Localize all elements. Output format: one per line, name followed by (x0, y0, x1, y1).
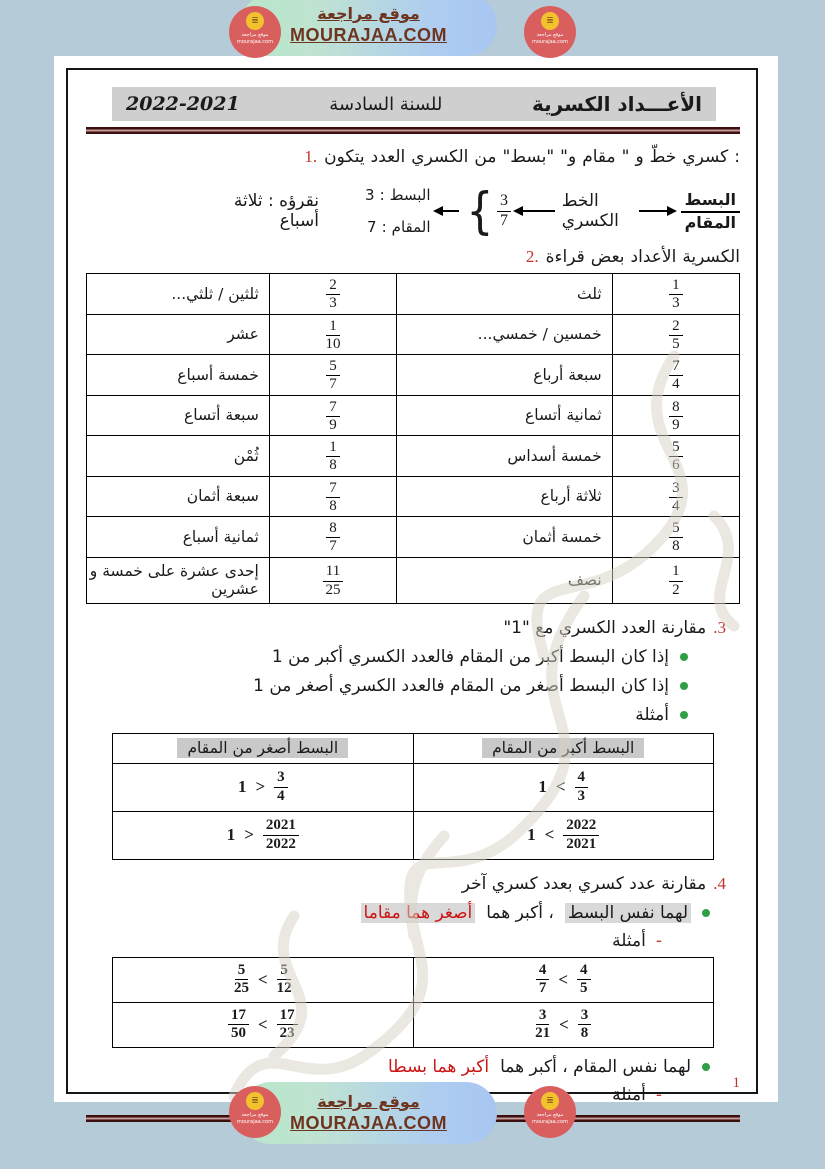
site-logo-badge: ≣ موقع مراجعة mourajaa.com (229, 1086, 281, 1138)
bullet-dot-icon (702, 1063, 710, 1071)
table-row: $\frac{2}{5}$ خمسين / خمسي... $\frac{1}{10}$ عشر (87, 314, 740, 355)
header-numerator-smaller: البسط أصغر من المقام (177, 738, 348, 758)
table-header-row (113, 733, 714, 763)
table-row: $\frac{3}{21}$ < $\frac{3}{8}$ $\frac{17}{50}$ < $\frac{17}{23}$ (113, 1002, 714, 1047)
rule-bullet: إذا كان البسط أصغر من المقام فالعدد الكسري أصغر من 1 (86, 676, 688, 696)
section3-heading-text: مقارنة العدد الكسري مع "1" (503, 617, 707, 638)
table-row: $\frac{7}{4}$ سبعة أرباع $\frac{5}{7}$ خمسة أسباع (87, 355, 740, 396)
grade-label: للسنة السادسة (329, 93, 443, 115)
table-row: 1 < $\frac{2022}{2021}$ 1 > $\frac{2021}{2022}$ (113, 811, 714, 859)
table-row: $\frac{5}{6}$ خمسة أسداس $\frac{1}{8}$ ثُمْن (87, 436, 740, 477)
book-logo-icon: ≣ (246, 12, 264, 30)
site-logo-badge: ≣ موقع مراجعة mourajaa.com (524, 6, 576, 58)
curly-brace-icon: { (466, 182, 494, 240)
table-row: $\frac{8}{9}$ ثمانية أتساع $\frac{7}{9}$ سبعة أتساع (87, 395, 740, 436)
example-fraction: $\frac{3}{7}$ (497, 192, 511, 230)
fraction-reading-table (86, 273, 740, 604)
same-numerator-examples-table (112, 957, 714, 1048)
page-number: 1 (732, 1075, 740, 1091)
fraction-line-label: الخط الكسري (561, 191, 619, 231)
table-row: $\frac{1}{2}$ نصف $\frac{11}{25}$ إحدى عشرة على خمسة و عشرين (87, 557, 740, 603)
section1-heading-text: يتكون العدد الكسري من "بسط" و" مقام " و خطّ كسري : (324, 147, 740, 167)
section4-heading-text: مقارنة عدد كسري بعدد كسري آخر (461, 873, 707, 894)
examples-dash-line: - أمثلة (612, 1084, 662, 1105)
site-logo-badge: ≣ موقع مراجعة mourajaa.com (229, 6, 281, 58)
header-numerator-greater: البسط أكبر من المقام (482, 738, 644, 758)
table-row: $\frac{4}{7}$ < $\frac{4}{5}$ $\frac{5}{25}$ < $\frac{5}{12}$ (113, 957, 714, 1002)
title-bar (112, 87, 716, 121)
section2-heading-text: قراءة بعض الأعداد الكسرية (545, 247, 740, 267)
document-sheet (54, 56, 778, 1105)
section2-heading (86, 247, 740, 267)
denominator-part-label: المقام : 7 (367, 218, 431, 236)
bullet-dot-icon (680, 653, 688, 661)
same-numerator-rule: لهما نفس البسط ، أكبر هما أصغر هما مقاما (86, 903, 710, 923)
bullet-dot-icon (680, 682, 688, 690)
top-divider-line (86, 127, 740, 134)
table-row: $\frac{1}{3}$ ثلث $\frac{2}{3}$ ثلثين / ثلثي... (87, 274, 740, 315)
section4-heading (86, 874, 726, 894)
word-fraction: البسط المقام (681, 190, 740, 233)
examples-dash-line: - أمثلة (612, 930, 662, 951)
fraction-part-labels (365, 186, 431, 236)
site-domain-link[interactable]: MOURAJAA.COM (290, 24, 447, 45)
section1-heading (86, 147, 740, 167)
bullet-dot-icon (680, 711, 688, 719)
section3-heading (86, 618, 726, 638)
section4-number: 4. (713, 873, 726, 893)
site-domain-link[interactable]: MOURAJAA.COM (290, 1112, 447, 1133)
same-denominator-rule: لهما نفس المقام ، أكبر هما أكبر هما بسطا (86, 1057, 710, 1077)
section1-number: 1. (304, 147, 318, 166)
arrow-right-icon (639, 210, 675, 212)
arrow-left-icon (515, 210, 555, 212)
site-logo-badge: ≣ موقع مراجعة mourajaa.com (524, 1086, 576, 1138)
table-row: 1 < $\frac{4}{3}$ 1 > $\frac{3}{4}$ (113, 763, 714, 811)
site-name-arabic[interactable]: موقع مراجعة (317, 1091, 420, 1111)
rule-bullet: إذا كان البسط أكبر من المقام فالعدد الكسري أكبر من 1 (86, 647, 688, 667)
table-row: $\frac{5}{8}$ خمسة أثمان $\frac{8}{7}$ ثمانية أسباع (87, 517, 740, 558)
school-year: 2022-2021 (126, 93, 240, 115)
book-logo-icon: ≣ (246, 1092, 264, 1110)
table-row: $\frac{3}{4}$ ثلاثة أرباع $\frac{7}{8}$ سبعة أثمان (87, 476, 740, 517)
section2-number: 2. (525, 247, 539, 266)
fraction-reading-label: نقرؤه : ثلاثة أسباع (233, 191, 320, 231)
arrow-left-icon (435, 210, 460, 212)
examples-bullet: أمثلة (86, 705, 688, 725)
page-title: الأعـــداد الكسرية (532, 92, 702, 116)
section3-number: 3. (713, 617, 726, 637)
bullet-dot-icon (702, 909, 710, 917)
compare-with-one-table (112, 733, 714, 860)
fraction-diagram (86, 177, 740, 245)
book-logo-icon: ≣ (541, 12, 559, 30)
numerator-part-label: البسط : 3 (365, 186, 431, 204)
site-name-arabic[interactable]: موقع مراجعة (317, 3, 420, 23)
book-logo-icon: ≣ (541, 1092, 559, 1110)
